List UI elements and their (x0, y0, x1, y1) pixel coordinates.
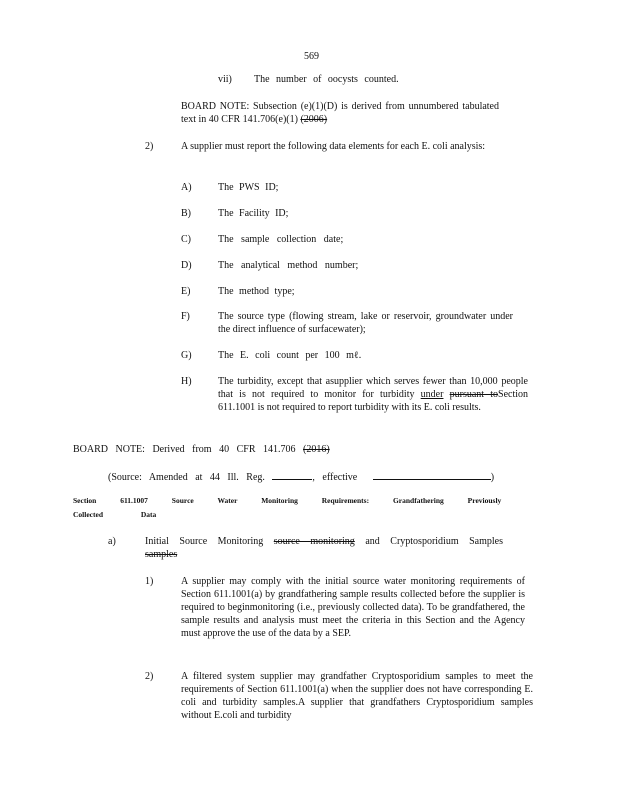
element-e-text: The method type; (218, 286, 295, 297)
item-a-text-part1: Initial Source Monitoring (145, 536, 264, 547)
source-blank-effective (373, 469, 491, 480)
element-h-part1: The turbidity, except that asupplier which serves fewer than 10,000 people that is not required to monitor for turbidity (218, 376, 528, 400)
item-vii-text: The number of oocysts counted. (254, 74, 399, 85)
element-h-part2: Section 611.1001 is not required to report turbidity with its E. coli results. (218, 389, 529, 413)
page-number: 569 (304, 51, 319, 62)
item-a1-label: 1) (145, 576, 154, 587)
item-a-struck2: samples (145, 549, 178, 560)
element-c-label: C) (181, 234, 191, 245)
element-b-label: B) (181, 208, 191, 219)
element-c-text: The sample collection date; (218, 234, 344, 245)
board-note-2-struck: (2016) (303, 444, 330, 455)
board-note-1-text: BOARD NOTE: Subsection (e)(1)(D) is derived from unnumbered tabulated text in 40 CFR 141.706(e)(1) (181, 101, 499, 125)
element-f-label: F) (181, 311, 190, 322)
item-a-struck1: source monitoring (273, 536, 355, 547)
section-heading-line2: Collected Data (73, 510, 157, 519)
source-line-middle: , effective (312, 472, 358, 483)
section-heading-line1: Section 611.1007 Source Water Monitoring Requirements: Grandfathering Previously (73, 496, 502, 505)
element-g-label: G) (181, 350, 192, 361)
element-h-underlined: under (420, 389, 444, 400)
source-line (108, 469, 494, 484)
source-line-prefix: (Source: Amended at 44 Ill. Reg. (108, 472, 265, 483)
element-d-text: The analytical method number; (218, 260, 359, 271)
element-e-label: E) (181, 286, 191, 297)
item-vii-label: vii) (218, 74, 232, 85)
element-h-text (218, 375, 528, 414)
element-a-label: A) (181, 182, 192, 193)
source-line-suffix: ) (490, 472, 495, 483)
item-a2-label: 2) (145, 671, 154, 682)
item-a2-text: A filtered system supplier may grandfather Cryptosporidium samples to meet the requirements of Section 611.1001(a) when the supplier does not have corresponding E. coli and turbidity samples.A supplier that grandfathers Cryptosporidium samples without E.coli and turbidity (181, 671, 533, 721)
item-a-text (145, 535, 503, 561)
item-2-text: A supplier must report the following data elements for each E. coli analysis: (181, 141, 486, 152)
element-b-text: The Facility ID; (218, 208, 289, 219)
source-blank-reg (272, 469, 312, 480)
board-note-1-struck: (2006) (300, 114, 328, 125)
element-d-label: D) (181, 260, 192, 271)
board-note-2 (73, 443, 330, 456)
board-note-2-text: BOARD NOTE: Derived from 40 CFR 141.706 (73, 444, 296, 455)
board-note-1 (181, 100, 499, 126)
element-g-text: The E. coli count per 100 mℓ. (218, 350, 362, 361)
item-2-label: 2) (145, 141, 154, 152)
item-a-label: a) (108, 536, 116, 547)
element-h-label: H) (181, 376, 192, 387)
item-a1-text: A supplier may comply with the initial source water monitoring requirements of Section 611.1001(a) by grandfathering sample results collected before the supplier is required to beginmonitoring (i.e., previously collected data). To be grandfathered, the sample results and analysis must meet the criteria in this Section and the Agency must approve the use of the data by a SEP. (181, 576, 525, 639)
item-a-text-part2: and Cryptosporidium Samples (365, 536, 504, 547)
element-f-text: The source type (flowing stream, lake or reservoir, groundwater under the direct influence of surfacewater); (218, 311, 513, 335)
element-a-text: The PWS ID; (218, 182, 279, 193)
element-h-struck: pursuant to (449, 389, 499, 400)
